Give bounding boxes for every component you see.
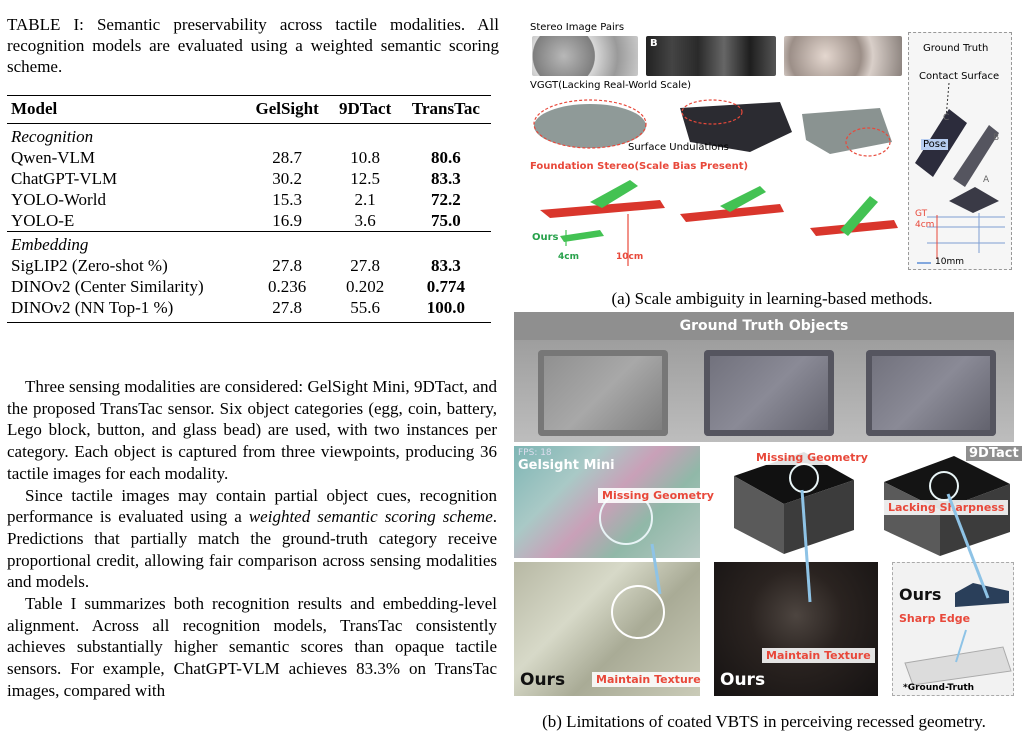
stereo-image-2	[646, 36, 776, 76]
cell-transtac: 0.774	[426, 277, 466, 296]
arrow	[948, 494, 988, 598]
ground-truth-diagram	[909, 83, 1011, 269]
arrow	[802, 490, 810, 602]
table-row	[7, 276, 491, 297]
ground-truth-note: *Ground-Truth	[903, 683, 975, 693]
cell-transtac: 100.0	[426, 298, 466, 317]
lacking-sharpness-label: Lacking Sharpness	[884, 500, 1008, 515]
figure-b-panel	[514, 312, 1019, 708]
stereo-image-1	[532, 36, 638, 76]
table-row	[7, 189, 491, 210]
fps-label: FPS: 18	[518, 448, 552, 458]
sharp-edge-label: Sharp Edge	[899, 612, 971, 625]
surface-undulations-label: Surface Undulations	[628, 142, 729, 153]
marker-b: B	[993, 133, 1000, 143]
maintain-texture-label-1: Maintain Texture	[592, 672, 705, 687]
contact-surface-label: Contact Surface	[919, 71, 1000, 82]
table-row	[7, 255, 491, 276]
table-row	[7, 210, 491, 232]
cell-9dtact: 55.6	[350, 298, 380, 317]
scale-10mm-label: 10mm	[935, 257, 964, 267]
cell-model: YOLO-World	[11, 190, 106, 209]
cell-9dtact: 27.8	[350, 256, 380, 275]
marker-a: A	[983, 175, 990, 185]
results-table	[7, 95, 491, 323]
cell-model: DINOv2 (Center Similarity)	[11, 277, 204, 296]
stereo-pairs-label: Stereo Image Pairs	[530, 22, 625, 33]
gt-4cm-label: GT 4cm	[915, 209, 935, 230]
ours-label: Ours	[532, 232, 559, 243]
dimension-10cm: 10cm	[616, 252, 644, 262]
arrow	[956, 630, 966, 662]
vggt-label: VGGT(Lacking Real-World Scale)	[530, 80, 692, 91]
ours-label-3: Ours	[899, 585, 942, 604]
pose-label: Pose	[923, 139, 947, 150]
cell-model: SigLIP2 (Zero-shot %)	[11, 256, 168, 275]
group-recognition: Recognition	[11, 127, 94, 146]
cell-gelsight: 30.2	[272, 169, 302, 188]
maintain-texture-label-2: Maintain Texture	[762, 648, 875, 663]
cell-transtac: 83.3	[431, 256, 461, 275]
cell-gelsight: 27.8	[272, 256, 302, 275]
table-row	[7, 168, 491, 189]
cell-9dtact: 10.8	[350, 148, 380, 167]
cell-transtac: 72.2	[431, 190, 461, 209]
table-section	[7, 14, 499, 323]
header-gelsight: GelSight	[255, 99, 319, 118]
paragraph-2-end: . Predictions that partially match the ground-truth category receive proportional credit, allowing fair comparison across sensing modalities and models.	[7, 507, 497, 592]
header-transtac: TransTac	[411, 99, 480, 118]
foundation-point-clouds	[530, 174, 910, 268]
cell-9dtact: 2.1	[354, 190, 376, 209]
object-pose-a	[949, 187, 999, 213]
header-model: Model	[11, 99, 58, 118]
cell-model: ChatGPT-VLM	[11, 169, 118, 188]
table-caption: TABLE I: Semantic preservability across tactile modalities. All recognition models are evaluated using a weighted semantic scoring scheme.	[7, 15, 499, 76]
paragraph-2-start: Since tactile images may contain partial object cues, recognition performance is evaluated using a	[7, 485, 497, 527]
paragraph-1: Three sensing modalities are considered: GelSight Mini, 9DTact, and the proposed TransTac sensor. Six object categories (egg, coin, battery, Lego block, button, and glass bead) are used, with two instances per category. Each object is captured from three viewpoints, producing 36 tactile images for each modality.	[7, 377, 497, 483]
arrow	[652, 544, 660, 594]
cell-9dtact: 0.202	[345, 277, 385, 296]
table-row	[7, 147, 491, 168]
paragraph-2-emphasis: weighted semantic scoring scheme	[248, 507, 493, 527]
figure-a-caption: (a) Scale ambiguity in learning-based methods.	[611, 289, 933, 308]
ours-label-1: Ours	[520, 670, 566, 690]
marker-c: C	[943, 113, 950, 123]
figure-b-caption: (b) Limitations of coated VBTS in perceiving recessed geometry.	[542, 712, 986, 731]
cell-model: Qwen-VLM	[11, 148, 96, 167]
ground-truth-box	[908, 32, 1012, 270]
paragraph-2	[7, 485, 497, 594]
cell-gelsight: 15.3	[272, 190, 302, 209]
cell-model: YOLO-E	[11, 211, 75, 230]
cell-9dtact: 3.6	[354, 211, 376, 230]
gelsight-label: Gelsight Mini	[518, 458, 615, 473]
cell-9dtact: 12.5	[350, 169, 380, 188]
cell-gelsight: 0.236	[268, 277, 307, 296]
paragraph-3: Table I summarizes both recognition results and embedding-level alignment. Across all recognition models, TransTac consistently achieves substantially higher semantic scores than opaque tactile sensors. For example, ChatGPT-VLM achieves 83.3% on TransTac images, compared with	[7, 594, 497, 700]
body-text	[7, 376, 497, 702]
cell-gelsight: 28.7	[272, 148, 302, 167]
connector-arrows	[514, 312, 1014, 708]
ground-truth-label: Ground Truth	[923, 43, 989, 54]
cell-transtac: 83.3	[431, 169, 461, 188]
group-embedding: Embedding	[11, 235, 89, 254]
dtact-label: 9DTact	[966, 446, 1022, 461]
missing-geometry-label: Missing Geometry	[598, 488, 718, 503]
ground-truth-objects-title: Ground Truth Objects	[514, 312, 1014, 340]
figure-a-panel	[530, 22, 1014, 268]
foundation-stereo-label: Foundation Stereo(Scale Bias Present)	[530, 161, 749, 172]
cell-gelsight: 27.8	[272, 298, 302, 317]
cell-gelsight: 16.9	[272, 211, 302, 230]
table-row	[7, 297, 491, 323]
cell-transtac: 75.0	[431, 211, 461, 230]
ours-label-2: Ours	[720, 670, 766, 690]
cell-transtac: 80.6	[431, 148, 461, 167]
dimension-4cm: 4cm	[558, 252, 579, 262]
stereo-image-3	[784, 36, 902, 76]
missing-geometry-label-2: Missing Geometry	[752, 450, 872, 465]
header-9dtact: 9DTact	[338, 99, 392, 118]
b-marker: B	[650, 38, 658, 49]
cell-model: DINOv2 (NN Top-1 %)	[11, 298, 174, 317]
